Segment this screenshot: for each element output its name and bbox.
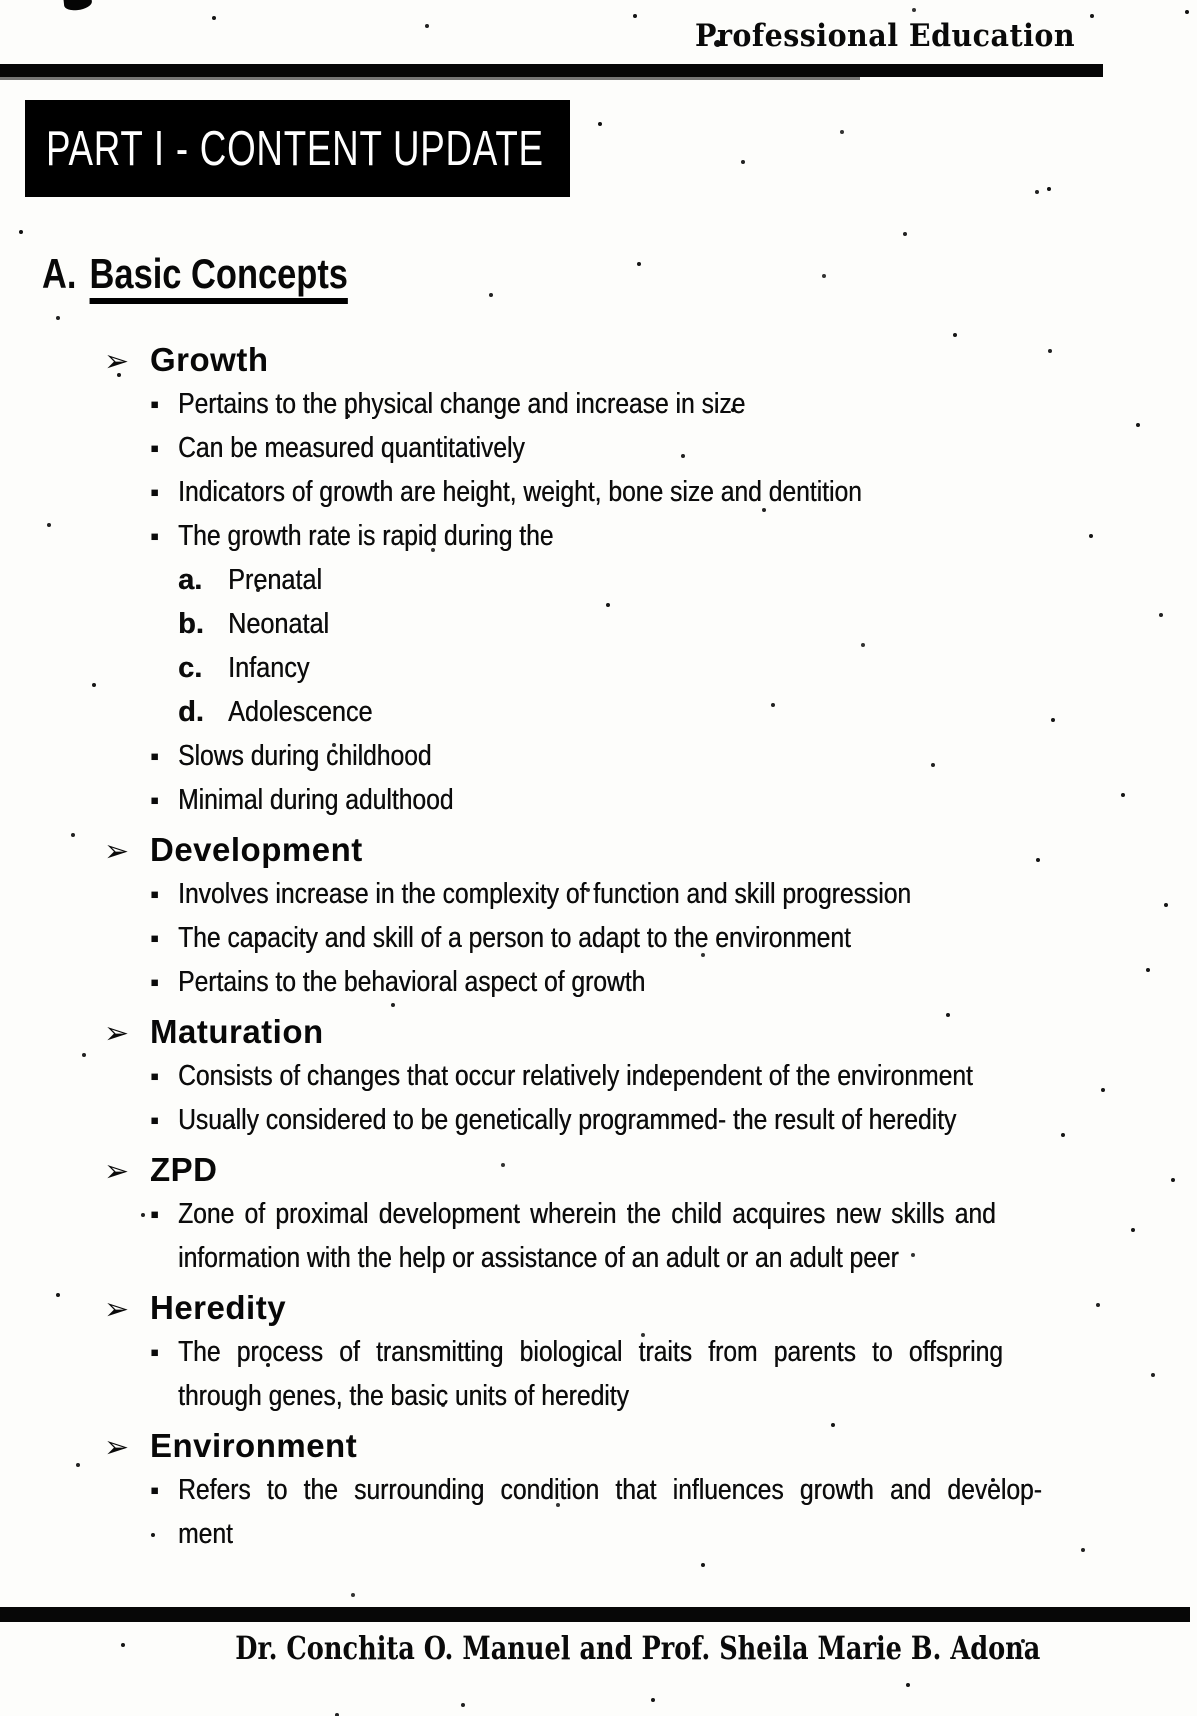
concept-heredity xyxy=(0,1286,1197,1418)
concept-term: Maturation xyxy=(150,1013,324,1050)
footer-authors: Dr. Conchita O. Manuel and Prof. Sheila Marie B. Adona xyxy=(234,1629,1040,1667)
concept-term: Heredity xyxy=(150,1289,287,1326)
square-bullet-icon: ▪ xyxy=(150,389,160,419)
square-bullet-icon: ▪ xyxy=(150,1475,160,1505)
square-bullet-icon: ▪ xyxy=(150,1061,160,1091)
bullet-point xyxy=(0,872,1197,916)
header-rule xyxy=(0,64,1103,77)
concept-environment xyxy=(0,1424,1197,1556)
item-text: Infancy xyxy=(228,652,310,684)
term-line xyxy=(0,828,1197,872)
lettered-item xyxy=(0,646,1197,690)
square-bullet-icon: ▪ xyxy=(150,1105,160,1135)
bullet-point xyxy=(0,470,1197,514)
point-text-line: through genes, the basic units of heredity xyxy=(178,1380,629,1412)
footer-rule xyxy=(0,1607,1190,1622)
concept-term: Development xyxy=(150,831,363,868)
square-bullet-icon: ▪ xyxy=(150,521,160,551)
section-letter: A. xyxy=(42,250,77,297)
lettered-item xyxy=(0,602,1197,646)
item-letter: c. xyxy=(178,652,203,684)
bullet-point xyxy=(0,514,1197,558)
concept-term: Growth xyxy=(150,341,269,378)
point-text-line: The capacity and skill of a person to adapt to the environment xyxy=(178,922,851,954)
point-text-line: Consists of changes that occur relatively independent of the environment xyxy=(178,1060,973,1092)
square-bullet-icon: ▪ xyxy=(150,477,160,507)
bullet-point xyxy=(0,960,1197,1004)
item-letter: d. xyxy=(178,696,204,728)
arrow-bullet-icon: ➢ xyxy=(104,835,130,868)
point-text-line: ment xyxy=(178,1518,233,1550)
arrow-bullet-icon: ➢ xyxy=(104,1293,130,1326)
section-title: Basic Concepts xyxy=(90,250,348,304)
bullet-point xyxy=(0,1330,1197,1418)
point-text-line: Slows during childhood xyxy=(178,740,432,772)
page-header-title: Professional Education xyxy=(694,18,1075,54)
bullet-point xyxy=(0,382,1197,426)
concept-term: Environment xyxy=(150,1427,358,1464)
lettered-item xyxy=(0,690,1197,734)
square-bullet-icon: ▪ xyxy=(150,923,160,953)
scan-artifact-blob xyxy=(63,0,92,11)
lettered-item xyxy=(0,558,1197,602)
bullet-point xyxy=(0,426,1197,470)
bullet-point xyxy=(0,1192,1197,1280)
bullet-point xyxy=(0,1468,1197,1556)
square-bullet-icon: ▪ xyxy=(150,433,160,463)
square-bullet-icon: ▪ xyxy=(150,1199,160,1229)
section-heading xyxy=(42,250,348,298)
item-text: Adolescence xyxy=(228,696,373,728)
bullet-point xyxy=(0,916,1197,960)
arrow-bullet-icon: ➢ xyxy=(104,1155,130,1188)
term-line xyxy=(0,1424,1197,1468)
point-text-line: Zone of proximal development wherein the child acquires new skills and xyxy=(178,1198,996,1230)
term-line xyxy=(0,1148,1197,1192)
point-text-line: Indicators of growth are height, weight, bone size and dentition xyxy=(178,476,862,508)
point-text-line: The process of transmitting biological traits from parents to offspring xyxy=(178,1336,1003,1368)
point-text-line: Pertains to the physical change and increase in size xyxy=(178,388,746,420)
outline-content xyxy=(0,338,1197,1556)
bullet-point xyxy=(0,1054,1197,1098)
item-text: Neonatal xyxy=(228,608,330,640)
item-text: Prenatal xyxy=(228,564,322,596)
part-banner xyxy=(25,100,570,197)
term-line xyxy=(0,1286,1197,1330)
point-text-line: Usually considered to be genetically programmed- the result of heredity xyxy=(178,1104,957,1136)
concept-term: ZPD xyxy=(150,1151,218,1188)
arrow-bullet-icon: ➢ xyxy=(104,1017,130,1050)
point-text-line: Minimal during adulthood xyxy=(178,784,454,816)
point-text-line: Can be measured quantitatively xyxy=(178,432,525,464)
square-bullet-icon: ▪ xyxy=(150,967,160,997)
term-line xyxy=(0,1010,1197,1054)
term-line xyxy=(0,338,1197,382)
square-bullet-icon: ▪ xyxy=(150,879,160,909)
bullet-point xyxy=(0,1098,1197,1142)
arrow-bullet-icon: ➢ xyxy=(104,1431,130,1464)
part-banner-label: PART I - CONTENT UPDATE xyxy=(46,121,544,176)
point-text-line: information with the help or assistance of an adult or an adult peer xyxy=(178,1242,899,1274)
square-bullet-icon: ▪ xyxy=(150,741,160,771)
point-text-line: The growth rate is rapid during the xyxy=(178,520,554,552)
concept-maturation xyxy=(0,1010,1197,1142)
arrow-bullet-icon: ➢ xyxy=(104,345,130,378)
bullet-point xyxy=(0,778,1197,822)
concept-development xyxy=(0,828,1197,1004)
square-bullet-icon: ▪ xyxy=(150,785,160,815)
square-bullet-icon: ▪ xyxy=(150,1337,160,1367)
bullet-point xyxy=(0,734,1197,778)
point-text-line: Pertains to the behavioral aspect of growth xyxy=(178,966,646,998)
point-text-line: Involves increase in the complexity of function and skill progression xyxy=(178,878,912,910)
item-letter: b. xyxy=(178,608,204,640)
concept-zpd xyxy=(0,1148,1197,1280)
scan-noise-speckles xyxy=(0,0,4,4)
point-text-line: Refers to the surrounding condition that influences growth and develop- xyxy=(178,1474,1042,1506)
concept-growth xyxy=(0,338,1197,822)
item-letter: a. xyxy=(178,564,203,596)
